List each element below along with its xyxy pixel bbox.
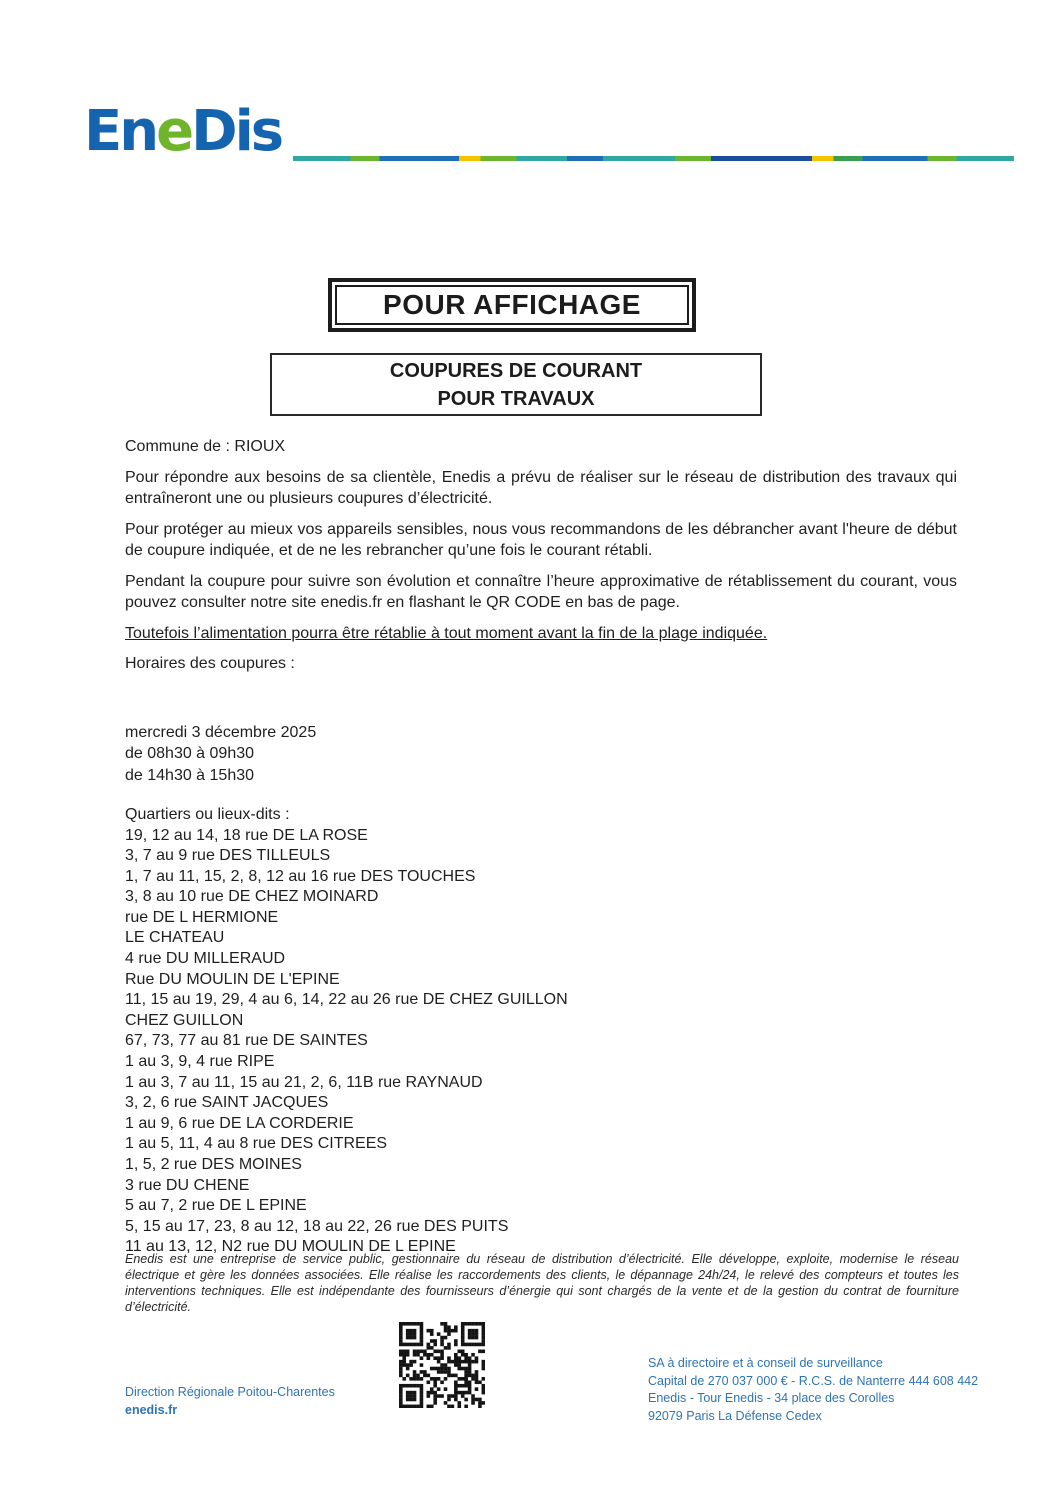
spacer: [125, 786, 957, 805]
street-line: 1 au 5, 11, 4 au 8 rue DES CITREES: [125, 1135, 388, 1153]
paragraph-protection: Pour protéger au mieux vos appareils sensibles, nous vous recommandons de les débrancher avant l'heure de début de coupure indiquée, et de ne les rebrancher qu’une fois le courant rétabli.: [125, 520, 957, 559]
horaires-label: Horaires des coupures :: [125, 655, 295, 672]
street-line: 4 rue DU MILLERAUD: [125, 950, 286, 968]
affichage-banner-inner: [335, 285, 689, 325]
street-line: 1 au 3, 7 au 11, 15 au 21, 2, 6, 11B rue RAYNAUD: [125, 1073, 483, 1091]
enedis-logo-text-2: e: [156, 99, 192, 164]
street-line: 1 au 9, 6 rue DE LA CORDERIE: [125, 1114, 354, 1132]
coupures-banner: [270, 353, 762, 416]
footer-left: [125, 1383, 335, 1419]
street-line: 3, 2, 6 rue SAINT JACQUES: [125, 1094, 329, 1112]
street-line: 67, 73, 77 au 81 rue DE SAINTES: [125, 1032, 368, 1050]
affichage-banner: [328, 278, 696, 332]
street-line: 19, 12 au 14, 18 rue DE LA ROSE: [125, 826, 368, 844]
notice-retablissement-text: Toutefois l’alimentation pourra être rétablie à tout moment avant la fin de la plage indiquée.: [125, 624, 768, 642]
footer-website: enedis.fr: [125, 1403, 178, 1417]
spacer: [125, 684, 957, 722]
quartiers-label: Quartiers ou lieux-dits :: [125, 806, 290, 823]
commune-line: Commune de : RIOUX: [125, 438, 286, 455]
notice-retablissement: [125, 623, 957, 645]
qr-code: [399, 1322, 485, 1408]
street-line: 1, 5, 2 rue DES MOINES: [125, 1156, 302, 1173]
coupures-banner-line1: COUPURES DE COURANT: [389, 359, 643, 382]
coupures-banner-line2: POUR TRAVAUX: [437, 387, 595, 410]
street-line: LE CHATEAU: [125, 929, 225, 947]
street-line: 3, 8 au 10 rue DE CHEZ MOINARD: [125, 888, 379, 906]
street-line: 3 rue DU CHENE: [125, 1176, 250, 1194]
schedule-line: mercredi 3 décembre 2025: [125, 723, 317, 741]
brand-color-rule: [293, 156, 1014, 161]
schedule-line: de 14h30 à 15h30: [125, 766, 255, 784]
street-line: 1, 7 au 11, 15, 2, 8, 12 au 16 rue DES TOUCHES: [125, 867, 476, 885]
street-line: 11 au 13, 12, N2 rue DU MOULIN DE L EPINE: [125, 1238, 456, 1256]
enedis-logo-text-1: En: [84, 99, 157, 164]
street-line: 3, 7 au 9 rue DES TILLEULS: [125, 847, 331, 865]
street-line: 11, 15 au 19, 29, 4 au 6, 14, 22 au 26 rue DE CHEZ GUILLON: [125, 991, 568, 1009]
street-line: 5, 15 au 17, 23, 8 au 12, 18 au 22, 26 rue DES PUITS: [125, 1217, 509, 1235]
footer-company-line: 92079 Paris La Défense Cedex: [648, 1408, 822, 1423]
paragraph-intro: Pour répondre aux besoins de sa clientèle, Enedis a prévu de réaliser sur le réseau de distribution des travaux qui entraîneront une ou plusieurs coupures d’électricité.: [125, 468, 957, 507]
street-line: Rue DU MOULIN DE L'EPINE: [125, 970, 340, 988]
enedis-logo: [84, 99, 282, 164]
street-line: 5 au 7, 2 rue DE L EPINE: [125, 1197, 307, 1215]
schedule-line: de 08h30 à 09h30: [125, 745, 255, 762]
enedis-logo-text-3: Dis: [191, 99, 282, 164]
street-line: 1 au 3, 9, 4 rue RIPE: [125, 1053, 275, 1071]
footer-company-line: Capital de 270 037 000 € - R.C.S. de Nanterre 444 608 442: [648, 1373, 979, 1388]
legal-footnote: Enedis est une entreprise de service public, gestionnaire du réseau de distribution d’électricité. Elle développe, exploite, modernise le réseau électrique et gère les données associées. Elle réalise les raccordements des clients, le dépannage 24h/24, le relevé des compteurs et toutes les interventions techniques. Elle est indépendante des fournisseurs d’énergie qui sont chargés de la vente et de la gestion du contrat de fourniture d’électricité.: [125, 1252, 959, 1314]
document-body: [125, 436, 957, 1258]
paragraph-suivi: Pendant la coupure pour suivre son évolution et connaître l’heure approximative de rétablissement du courant, vous pouvez consulter notre site enedis.fr en flashant le QR CODE en bas de page.: [125, 572, 957, 611]
streets-list: [125, 826, 957, 1258]
street-line: CHEZ GUILLON: [125, 1011, 244, 1029]
footer-company-line: Enedis - Tour Enedis - 34 place des Corolles: [648, 1391, 895, 1405]
street-line: rue DE L HERMIONE: [125, 908, 279, 926]
footer-company-line: SA à directoire et à conseil de surveillance: [648, 1356, 883, 1370]
schedule-block: [125, 722, 957, 787]
affichage-banner-title: POUR AFFICHAGE: [383, 289, 641, 320]
footer-direction-regionale: Direction Régionale Poitou-Charentes: [125, 1385, 335, 1399]
footer-right: [648, 1355, 978, 1425]
